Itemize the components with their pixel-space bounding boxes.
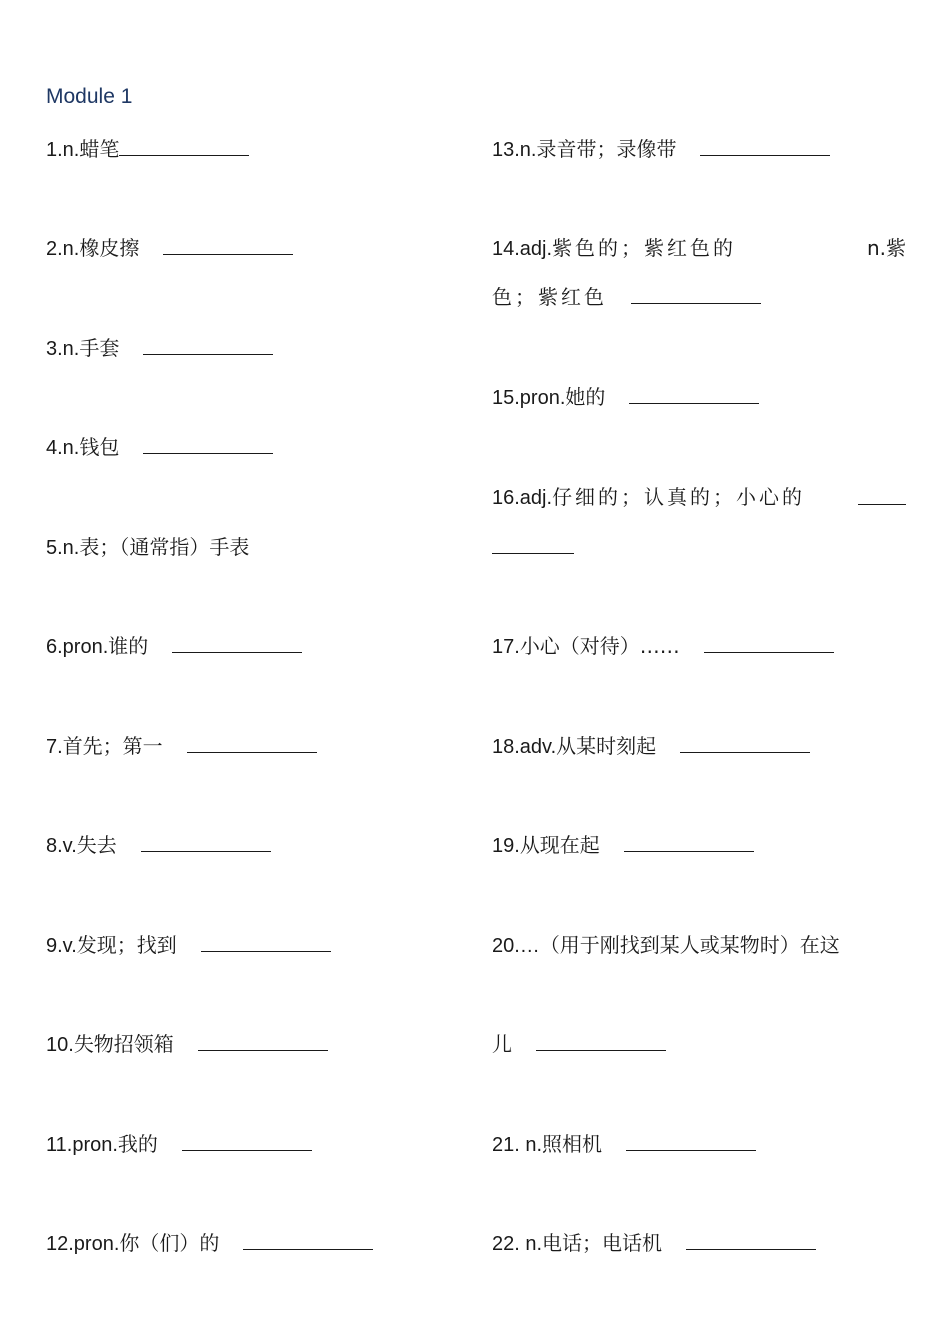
list-item [492,481,906,513]
item-text: 电话；电话机 [542,1231,663,1255]
item-number: 16.adj. [492,487,553,509]
item-number: 12.pron. [46,1233,120,1255]
item-number: 13.n. [492,139,537,161]
answer-blank[interactable] [163,253,293,255]
answer-blank[interactable] [201,950,331,952]
item-number: 18.adv. [492,736,557,758]
answer-blank[interactable] [187,751,317,753]
item-text: 钱包 [79,435,120,459]
item-text: 谁的 [108,634,149,658]
list-item [46,730,317,762]
item-text: 发现；找到 [76,933,177,957]
item-number: 2.n. [46,238,80,260]
answer-blank[interactable] [704,651,834,653]
item-number: 21. n. [492,1134,543,1156]
item-text: 仔细的；认真的；小心的 [552,485,806,509]
item-text: 失物招领箱 [73,1032,174,1056]
item-number: 7. [46,736,63,758]
item-number: 1.n. [46,139,80,161]
item-text: 橡皮擦 [79,236,140,260]
answer-blank[interactable] [686,1248,816,1250]
list-item [46,232,293,264]
item-number: 11.pron. [46,1134,118,1156]
item-text: 小心（对待）…… [519,634,680,658]
list-item [46,133,249,165]
item-text: 失去 [76,833,117,857]
list-item-continued [492,531,574,563]
answer-blank[interactable] [700,154,830,156]
answer-blank[interactable] [243,1248,373,1250]
item-text: 我的 [117,1132,158,1156]
item-text: （用于刚找到某人或某物时）在这 [539,933,840,957]
item-text: 从现在起 [519,833,600,857]
item-text: 首先；第一 [62,734,163,758]
answer-blank[interactable] [143,452,273,454]
item-text: 蜡笔 [79,137,120,161]
list-item [492,630,834,662]
item-text: 从某时刻起 [556,734,657,758]
item-number: 9.v. [46,935,77,957]
answer-blank[interactable] [536,1049,666,1051]
answer-blank[interactable] [182,1149,312,1151]
item-number: 10. [46,1034,74,1056]
list-item [492,381,759,413]
list-item [46,630,302,662]
item-text: 她的 [565,385,606,409]
item-text: 儿 [492,1032,512,1056]
item-number: 8.v. [46,835,77,857]
item-text: 色；紫红色 [492,285,607,309]
item-number: 15.pron. [492,387,566,409]
item-number: 14.adj. [492,238,553,260]
answer-blank[interactable] [858,503,906,505]
answer-blank[interactable] [141,850,271,852]
list-item [492,133,830,165]
item-number: 22. n. [492,1233,543,1255]
list-item [492,929,840,961]
answer-blank[interactable] [198,1049,328,1051]
list-item [492,1128,756,1160]
list-item [492,1227,816,1259]
answer-blank[interactable] [492,552,574,554]
answer-blank[interactable] [629,402,759,404]
item-text: 手套 [79,336,120,360]
item-text: 你（们）的 [119,1231,220,1255]
list-item [46,929,331,961]
list-item-continued [492,1028,666,1060]
item-number: 5.n. [46,537,80,559]
answer-blank[interactable] [631,302,761,304]
item-text: 表；（通常指）手表 [79,535,250,559]
answer-blank[interactable] [143,353,273,355]
list-item [492,829,754,861]
answer-blank[interactable] [119,154,249,156]
list-item [46,431,273,463]
list-item [46,1128,312,1160]
item-text: 照相机 [542,1132,603,1156]
item-number: 4.n. [46,437,80,459]
item-extra: n.紫 [866,236,906,260]
item-number: 17. [492,636,520,658]
item-number: 6.pron. [46,636,109,658]
list-item [46,531,249,563]
list-item-continued [492,281,761,313]
list-item [46,332,273,364]
document-title: Module 1 [46,85,133,108]
list-item [492,232,906,264]
list-item [46,829,271,861]
answer-blank[interactable] [680,751,810,753]
answer-blank[interactable] [626,1149,756,1151]
item-number: 20.… [492,935,540,957]
item-number: 19. [492,835,520,857]
answer-blank[interactable] [172,651,302,653]
list-item [492,730,810,762]
item-number: 3.n. [46,338,80,360]
list-item [46,1028,328,1060]
answer-blank[interactable] [624,850,754,852]
list-item [46,1227,373,1259]
item-text: 录音带；录像带 [536,137,677,161]
item-text: 紫色的；紫红色的 [552,236,737,260]
